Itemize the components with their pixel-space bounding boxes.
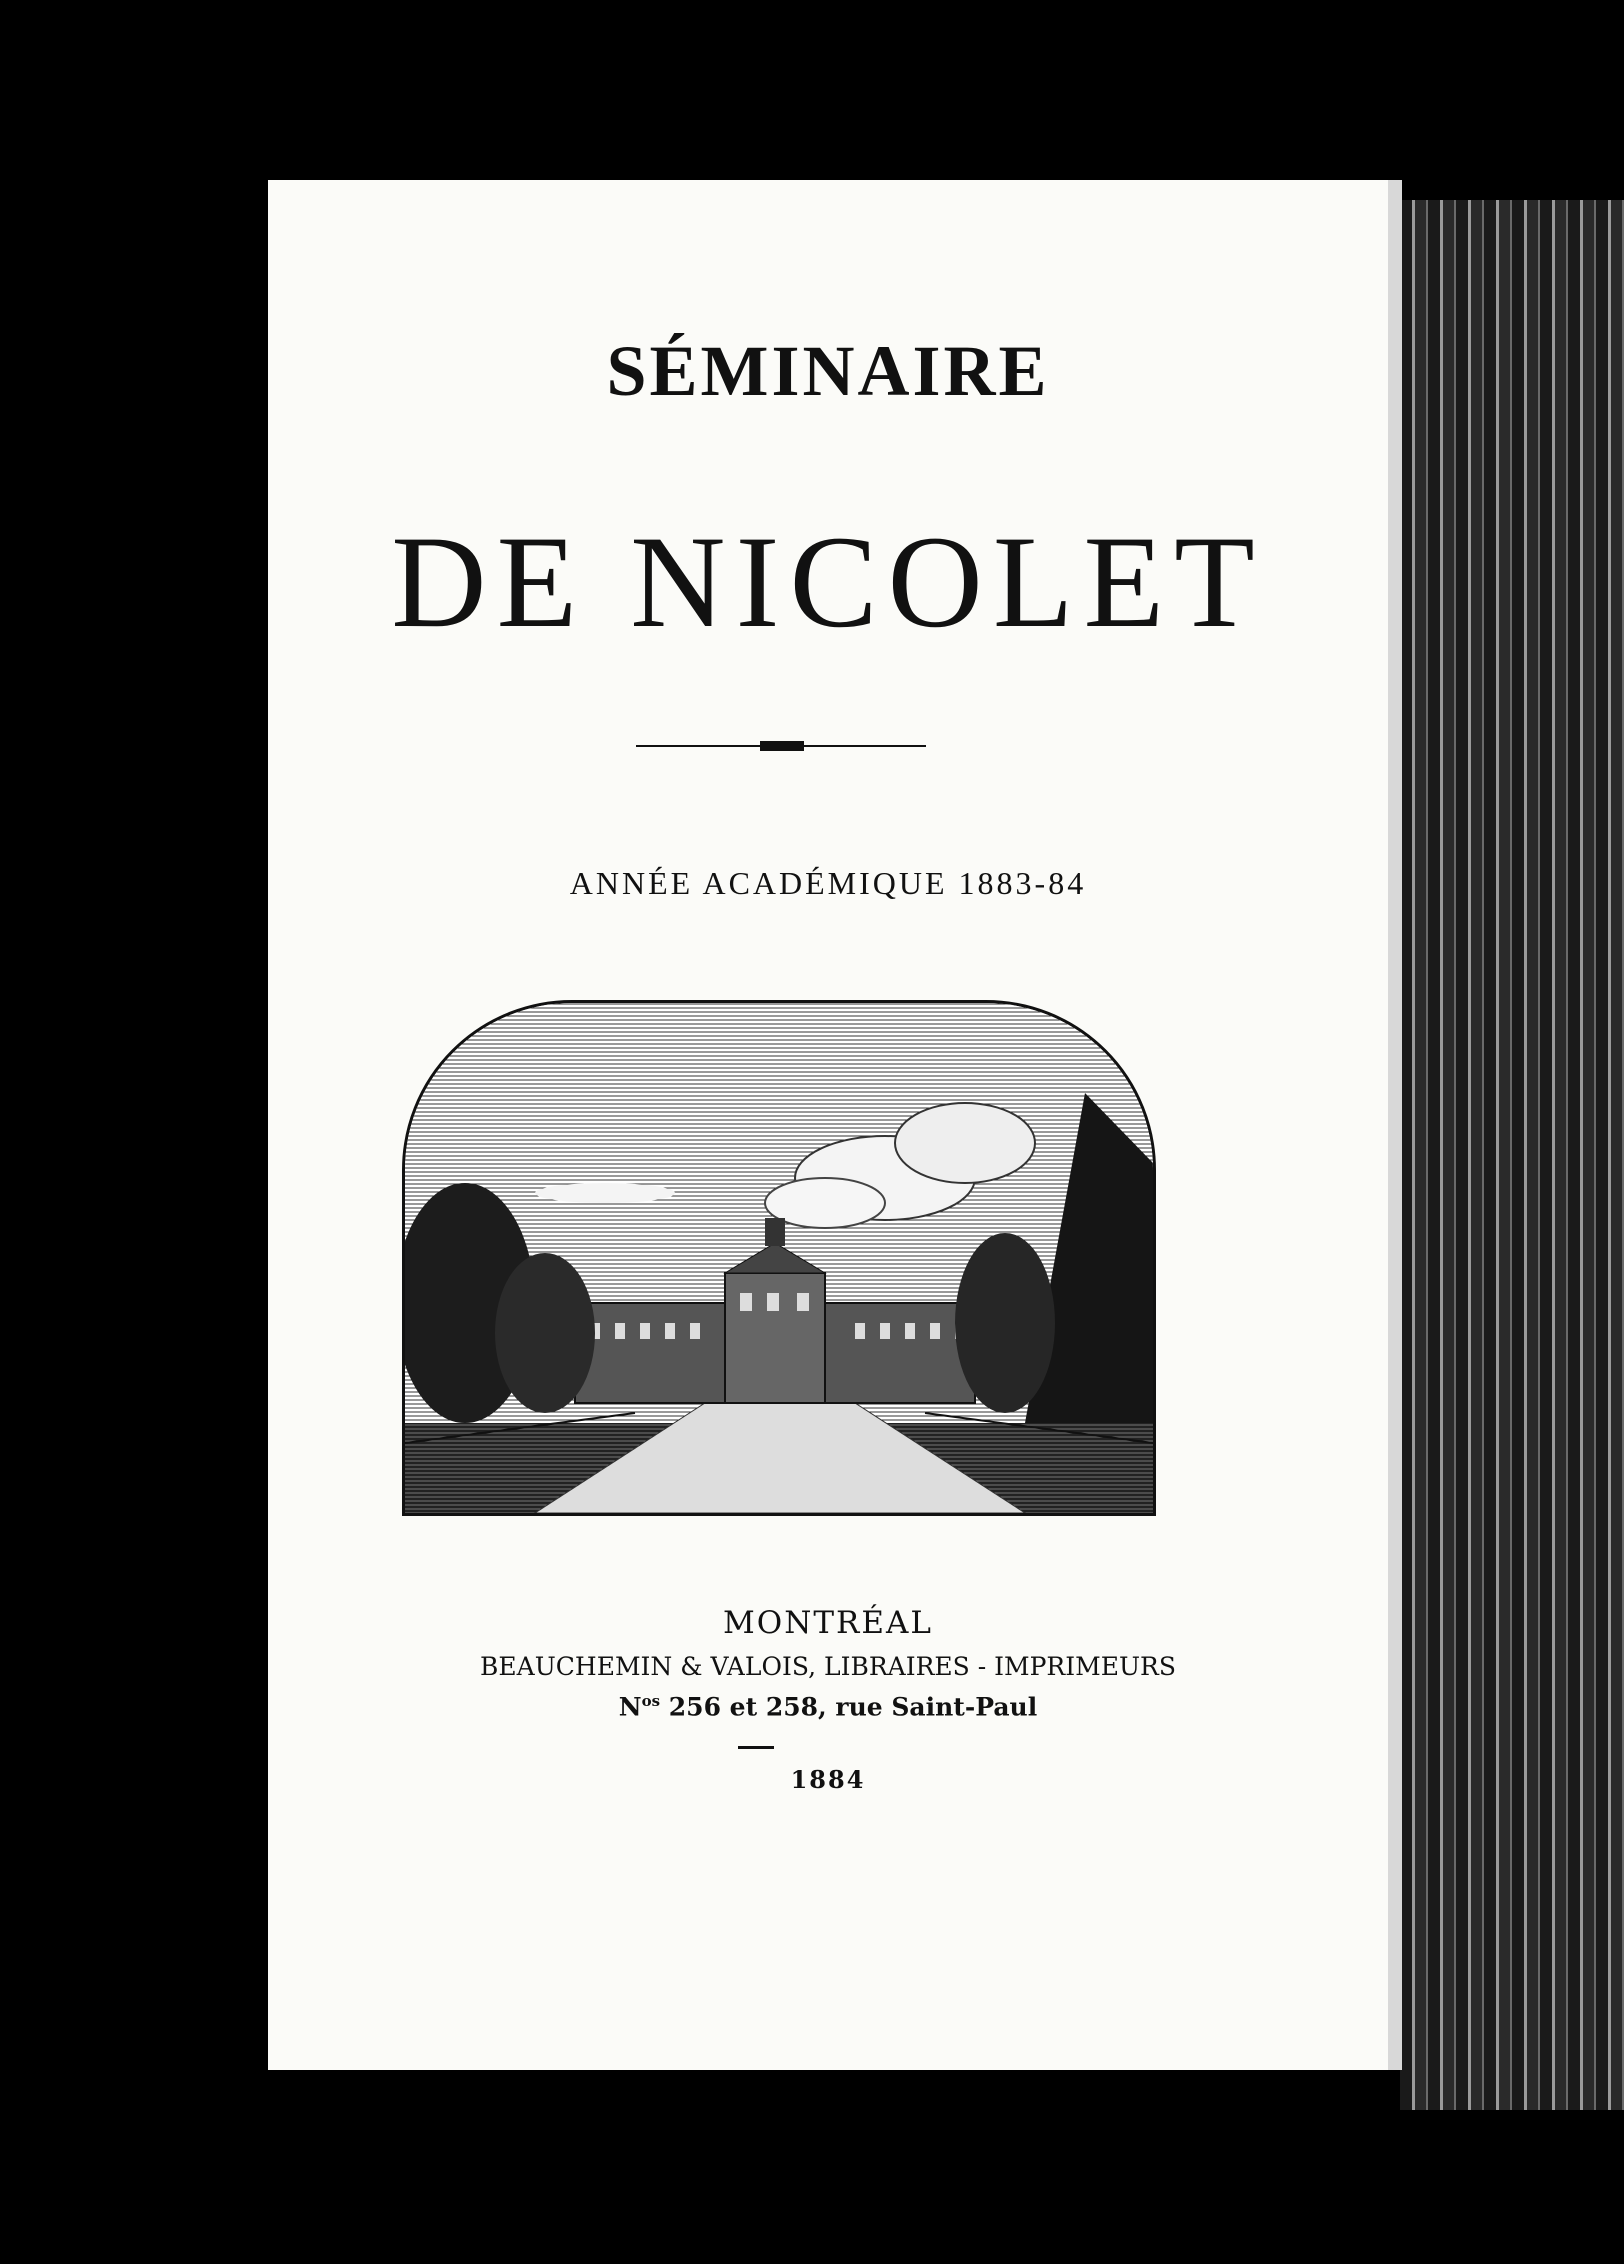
- publication-year: 1884: [790, 1765, 866, 1794]
- book-page-edges: [1400, 200, 1624, 2110]
- seminary-engraving: [402, 1000, 1156, 1516]
- address-prefix: N: [618, 1692, 642, 1722]
- imprint-publisher: BEAUCHEMIN & VALOIS, LIBRAIRES - IMPRIMEURS: [480, 1652, 1176, 1681]
- academic-year: ANNÉE ACADÉMIQUE 1883-84: [569, 865, 1087, 901]
- title-line-2: DE NICOLET: [391, 508, 1265, 655]
- address-superscript: os: [641, 1692, 661, 1710]
- imprint-rule: [738, 1746, 774, 1749]
- imprint-address: [268, 1692, 1388, 1721]
- title-line-1: SÉMINAIRE: [606, 331, 1050, 411]
- engraving-illustration: [405, 1003, 1153, 1513]
- ornamental-rule-center: [760, 741, 804, 751]
- address-rest: 256 et 258, rue Saint-Paul: [660, 1692, 1038, 1722]
- imprint-city: MONTRÉAL: [723, 1605, 933, 1641]
